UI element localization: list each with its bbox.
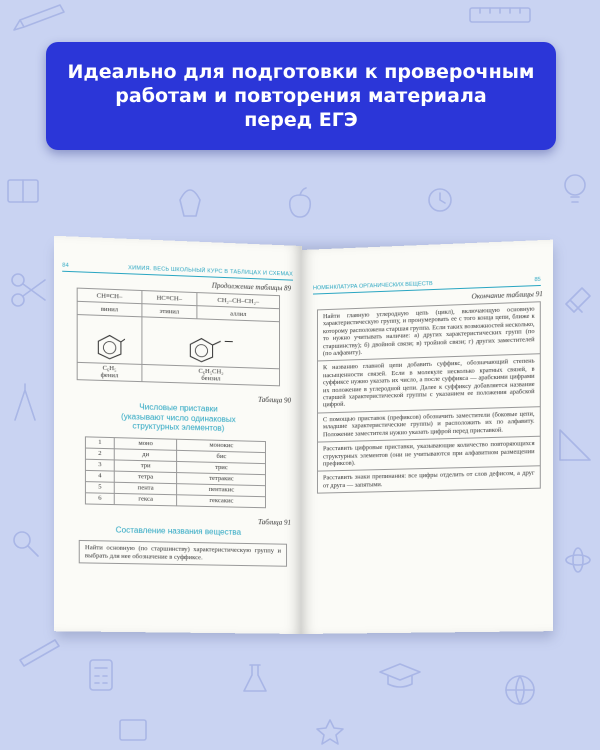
table-89: [77, 288, 280, 387]
left-page-number: 84: [62, 262, 69, 269]
star-icon: [317, 720, 343, 744]
left-page: [54, 236, 302, 634]
flask-icon: [244, 665, 266, 691]
table91-first-step: Найти основную (по старшинству) характеристическую группу и выбрать для нее обозначение в суффиксе.: [79, 540, 287, 567]
table-row: 1 моно монокис: [85, 436, 265, 452]
magnifier-icon: [14, 532, 38, 556]
formula-cell: C₆H₅ фенил: [77, 362, 141, 381]
benzene-ring-icon: [94, 333, 125, 360]
formula-cell: CH₂–CH–CH₂–: [197, 293, 280, 309]
benzene-ring-icon: [187, 336, 236, 364]
table-row: Расставить цифровые приставки, указывающие количество повторяющихся структурных элементов (они не учитываются при алфавитном размещении префиксов).: [317, 437, 541, 472]
table91-title: Составление названия вещества: [115, 524, 242, 537]
pen-icon: [20, 640, 59, 666]
lightbulb-icon: [565, 175, 585, 202]
name-cell: аллил: [197, 306, 280, 322]
table-91-end: [317, 301, 541, 494]
banner-line-3: перед ЕГЭ: [244, 109, 358, 131]
clock-icon: [429, 189, 451, 211]
banner-line-1: Идеально для подготовки к проверочным: [67, 61, 535, 83]
triangle-ruler-icon: [560, 430, 590, 460]
cap-icon: [380, 664, 420, 687]
rocket-icon: [180, 190, 200, 216]
calculator-icon: [90, 660, 112, 690]
table89-continuation: Продолжение таблицы 89: [211, 281, 292, 293]
ruler-icon: [470, 8, 530, 22]
table-row: К названию главной цепи добавить суффикс, обозначающий степень насыщенности связей. Если в молекуле несколько кратных связей, в суффиксе нужно указать их число, а после суффикса — арабскими цифрами их положение в углеродной цепи. Далее к суффиксу добавляется название старшей характеристической группы с указанием ее положения арабской цифрой.: [317, 355, 541, 414]
right-running-title: НОМЕНКЛАТУРА ОРГАНИЧЕСКИХ ВЕЩЕСТВ: [312, 280, 433, 292]
benzyl-structure: [142, 317, 280, 369]
table-row: 4 тетра тетракис: [85, 470, 265, 485]
table90-title: Числовые приставки (указывают число одинаковых структурных элементов): [121, 402, 236, 433]
table-90: [85, 436, 266, 508]
name-cell: этинил: [142, 304, 197, 319]
formula-cell: C₆H₅CH₂ бензил: [142, 364, 280, 385]
table-row: Расставить знаки препинания: все цифры отделить от слов дефисом, а друг от друга — запятыми.: [317, 467, 541, 494]
table-row: С помощью приставок (префиксов) обозначить заместители (боковые цепи, младшие характеристические группы) и расположить их по алфавиту. Положение заместителя нужно указать цифрой перед приставкой.: [317, 407, 541, 443]
book-icon: [8, 180, 38, 202]
table-row: 3 три трис: [85, 459, 265, 474]
table90-label: Таблица 90: [258, 395, 292, 405]
promo-banner: [46, 42, 556, 150]
notebook-icon: [120, 720, 146, 740]
globe-icon: [506, 676, 534, 704]
left-running-title: ХИМИЯ. ВЕСЬ ШКОЛЬНЫЙ КУРС В ТАБЛИЦАХ И СХЕМАХ: [128, 265, 294, 278]
banner-line-2: работам и повторения материала: [115, 85, 487, 107]
formula-cell: HC≡CH–: [142, 291, 197, 306]
scissors-icon: [12, 274, 45, 306]
pencil-icon: [14, 5, 64, 30]
table-row: Найти главную углеродную цепь (цикл), включающую основную характеристическую группу, и пронумеровать ее с того конца цепи, ближе к которому расположена старшая группа. Если таких возможностей несколько, то нужно учитывать наличие: а) других характеристических групп (по старшинству); б) двойной связи; в) тройной связи; г) других заместителей (по алфавиту).: [317, 301, 541, 362]
compass-icon: [15, 384, 35, 420]
table-row: 6 гекса гексакис: [85, 492, 265, 507]
name-cell: винил: [77, 301, 141, 317]
right-page: [301, 240, 553, 634]
table-row: 5 пента пентакис: [85, 481, 265, 496]
atom-icon: [566, 548, 590, 572]
table-row: 2 ди бис: [85, 448, 265, 464]
table91-label: Таблица 91: [258, 517, 292, 527]
right-page-number: 85: [534, 276, 541, 284]
table91-continuation: Окончание таблицы 91: [471, 289, 543, 301]
pushpin-icon: [566, 288, 590, 312]
apple-icon: [290, 188, 311, 217]
phenyl-structure: [77, 315, 141, 365]
formula-cell: CH≡CH–: [77, 288, 141, 304]
